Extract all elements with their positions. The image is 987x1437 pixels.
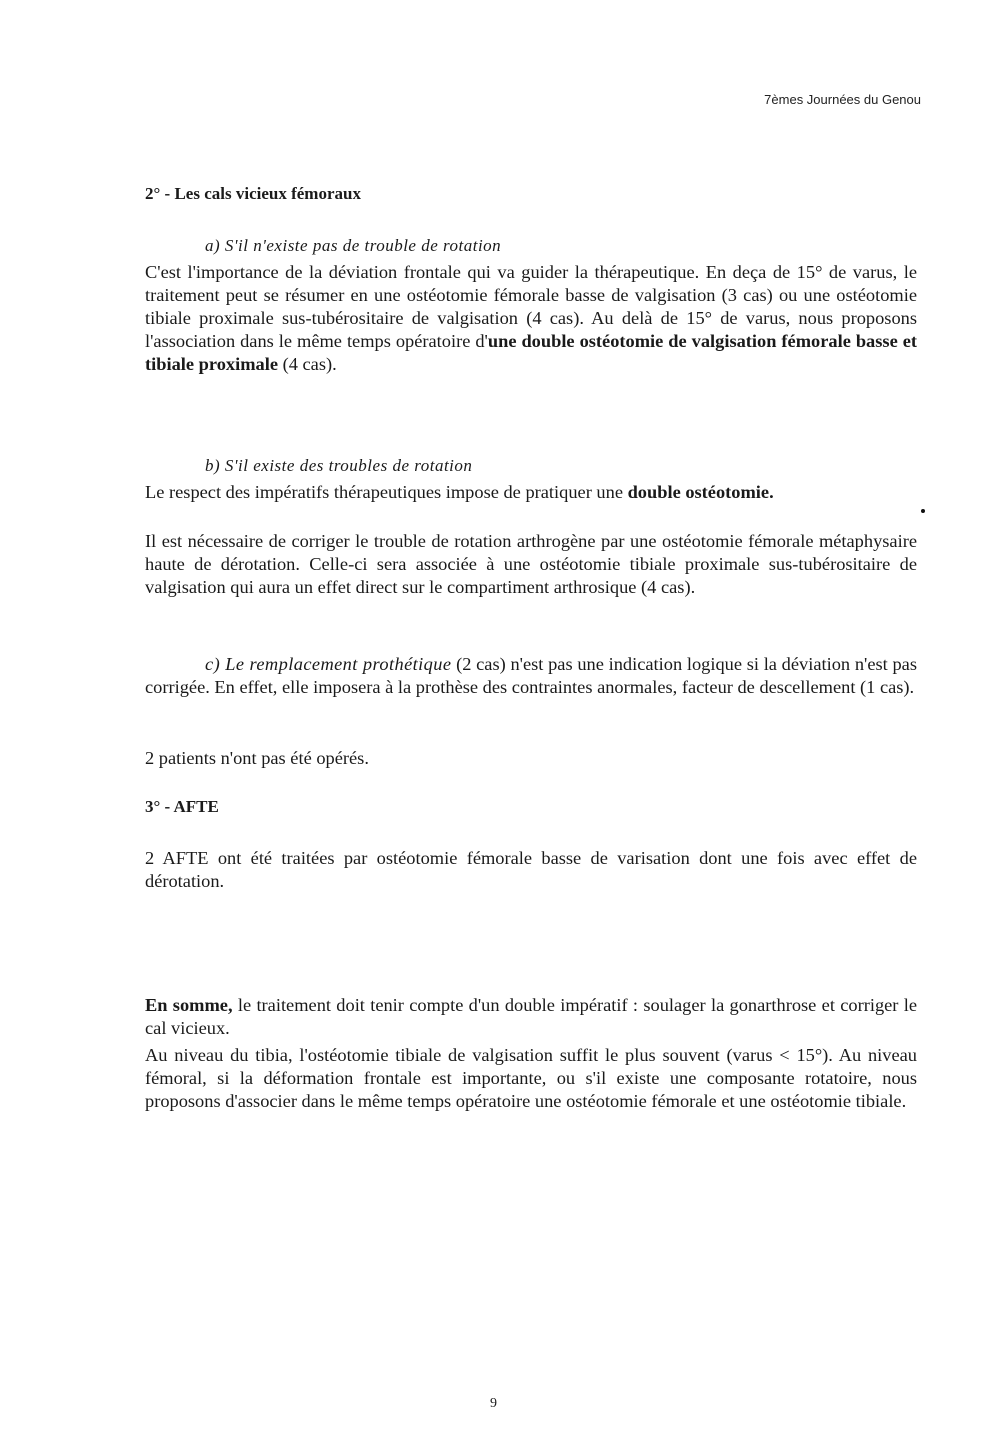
paragraph-b-intro	[145, 481, 917, 504]
page-number: 9	[490, 1396, 497, 1411]
paragraph-summary	[145, 994, 917, 1040]
summary-text: le traitement doit tenir compte d'un double impératif : soulager la gonarthrose et corriger le cal vicieux.	[145, 995, 918, 1038]
paragraph-c	[145, 653, 917, 699]
summary-bold: En somme,	[145, 995, 233, 1015]
paragraph-a-bold: une double ostéotomie de valgisation fémorale basse et tibiale proximale	[145, 331, 917, 374]
subtitle-b: b) S'il existe des troubles de rotation	[205, 456, 473, 475]
paragraph-b-intro-text: Le respect des impératifs thérapeutiques impose de pratiquer une	[145, 482, 628, 502]
paragraph-not-operated: 2 patients n'ont pas été opérés.	[145, 748, 369, 768]
paragraph-c-italic: c) Le remplacement prothétique	[205, 654, 452, 674]
section-title-afte: 3° - AFTE	[145, 797, 219, 816]
paragraph-b-bold: double ostéotomie.	[627, 482, 774, 502]
subtitle-a: a) S'il n'existe pas de trouble de rotation	[205, 236, 502, 255]
running-header: 7èmes Journées du Genou	[764, 92, 921, 107]
paragraph-c-text: (2 cas) n'est pas une indication logique si la déviation n'est pas corrigée. En effet, elle imposera à la prothèse des contraintes anormales, facteur de descellement (1 cas).	[145, 654, 917, 697]
paragraph-a-end: (4 cas).	[277, 354, 337, 374]
stray-mark	[921, 509, 925, 513]
paragraph-afte: 2 AFTE ont été traitées par ostéotomie fémorale basse de varisation dont une fois avec effet de dérotation.	[145, 848, 917, 891]
paragraph-a-text: C'est l'importance de la déviation frontale qui va guider la thérapeutique. En deça de 15° de varus, le traitement peut se résumer en une ostéotomie fémorale basse de valgisation (3 cas) ou une ostéotomie tibiale proximale sus-tubérositaire de valgisation (4 cas). Au delà de 15° de varus, nous proposons l'association dans le même temps opératoire d'	[145, 262, 917, 351]
paragraph-b-body: Il est nécessaire de corriger le trouble de rotation arthrogène par une ostéotomie fémorale métaphysaire haute de dérotation. Celle-ci sera associée à une ostéotomie tibiale proximale sus-tubérositaire de valgisation qui aura un effet direct sur le compartiment arthrosique (4 cas).	[145, 531, 917, 597]
section-title-cals-vicieux: 2° - Les cals vicieux fémoraux	[145, 184, 361, 203]
paragraph-a	[145, 261, 917, 376]
paragraph-summary-2: Au niveau du tibia, l'ostéotomie tibiale de valgisation suffit le plus souvent (varus < 15°). Au niveau fémoral, si la déformation frontale est importante, ou s'il existe une composante rotatoire, nous proposons d'associer dans le même temps opératoire une ostéotomie fémorale et une ostéotomie tibiale.	[145, 1045, 917, 1111]
